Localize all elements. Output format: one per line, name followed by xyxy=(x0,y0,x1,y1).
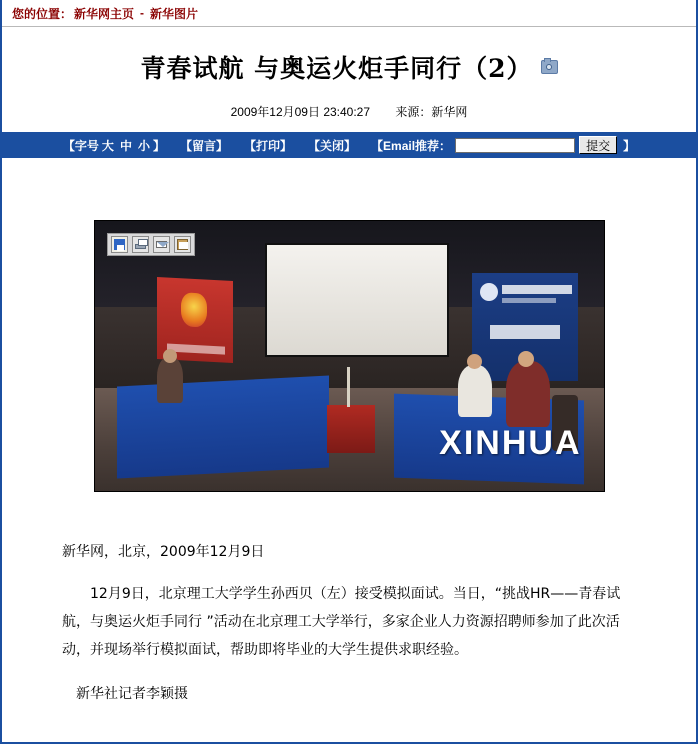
article-source: 来源：新华网 xyxy=(395,105,468,119)
person-center-head xyxy=(467,354,482,369)
breadcrumb-link-home[interactable]: 新华网主页 xyxy=(74,6,135,21)
photo-watermark: XINHUA xyxy=(439,424,582,462)
title-wrap xyxy=(2,27,696,85)
stage-table-left xyxy=(117,375,329,478)
submit-button[interactable]: 提交 xyxy=(579,136,617,154)
photo-scene xyxy=(95,221,604,491)
university-banner-line3 xyxy=(490,325,560,339)
email-label: 【Email推荐： xyxy=(371,138,452,153)
university-banner-line2 xyxy=(502,298,556,303)
article-body xyxy=(62,538,636,708)
email-close-bracket: 】 xyxy=(623,138,636,153)
print-link[interactable]: 【打印】 xyxy=(244,138,293,153)
torch-flame-graphic xyxy=(181,292,207,327)
fontsize-small-link[interactable]: 小 xyxy=(137,138,150,153)
projection-screen xyxy=(265,243,449,357)
email-image-icon[interactable] xyxy=(153,236,170,253)
person-right-head xyxy=(518,351,534,367)
person-right-body xyxy=(506,361,550,427)
fontsize-medium-link[interactable]: 中 xyxy=(119,138,132,153)
camera-icon xyxy=(541,60,558,74)
article-photo[interactable] xyxy=(94,220,605,492)
university-banner-line1 xyxy=(502,285,572,294)
stage-podium xyxy=(327,405,375,453)
article-meta xyxy=(2,103,696,120)
publish-datetime: 2009年12月09日 23:40:27 xyxy=(230,105,371,119)
breadcrumb xyxy=(2,0,696,27)
fontsize-label: 【字号 xyxy=(62,138,99,153)
fontsize-group xyxy=(63,137,165,154)
close-link[interactable]: 【关闭】 xyxy=(308,138,357,153)
person-left-body xyxy=(157,357,183,403)
photo-tools xyxy=(107,233,195,256)
print-image-icon[interactable] xyxy=(132,236,149,253)
article-toolbar xyxy=(2,132,696,158)
photo-area xyxy=(2,220,696,492)
article-dateline: 新华网，北京，2009年12月9日 xyxy=(62,544,265,560)
message-link[interactable]: 【留言】 xyxy=(179,138,228,153)
save-image-icon[interactable] xyxy=(111,236,128,253)
article-credit: 新华社记者李颖摄 xyxy=(76,686,188,702)
person-center-body xyxy=(458,365,492,417)
microphone xyxy=(347,367,350,407)
page-title: 青春试航 与奥运火炬手同行（2） xyxy=(140,54,533,83)
university-seal xyxy=(480,283,498,301)
breadcrumb-separator: - xyxy=(140,6,145,20)
album-image-icon[interactable] xyxy=(174,236,191,253)
fontsize-close-bracket: 】 xyxy=(152,138,165,153)
breadcrumb-label: 您的位置： xyxy=(12,6,73,21)
fontsize-large-link[interactable]: 大 xyxy=(101,138,114,153)
article-paragraph: 12月9日，北京理工大学学生孙西贝（左）接受模拟面试。当日，“挑战HR——青春试航，与奥运火炬手同行 ”活动在北京理工大学举行，多家企业人力资源招聘师参加了此次活动，并现场举行模拟面试，帮助即将毕业的大学生提供求职经验。 xyxy=(62,586,621,658)
email-input[interactable] xyxy=(455,138,575,153)
breadcrumb-link-section[interactable]: 新华图片 xyxy=(150,6,199,21)
person-left-head xyxy=(163,349,177,363)
